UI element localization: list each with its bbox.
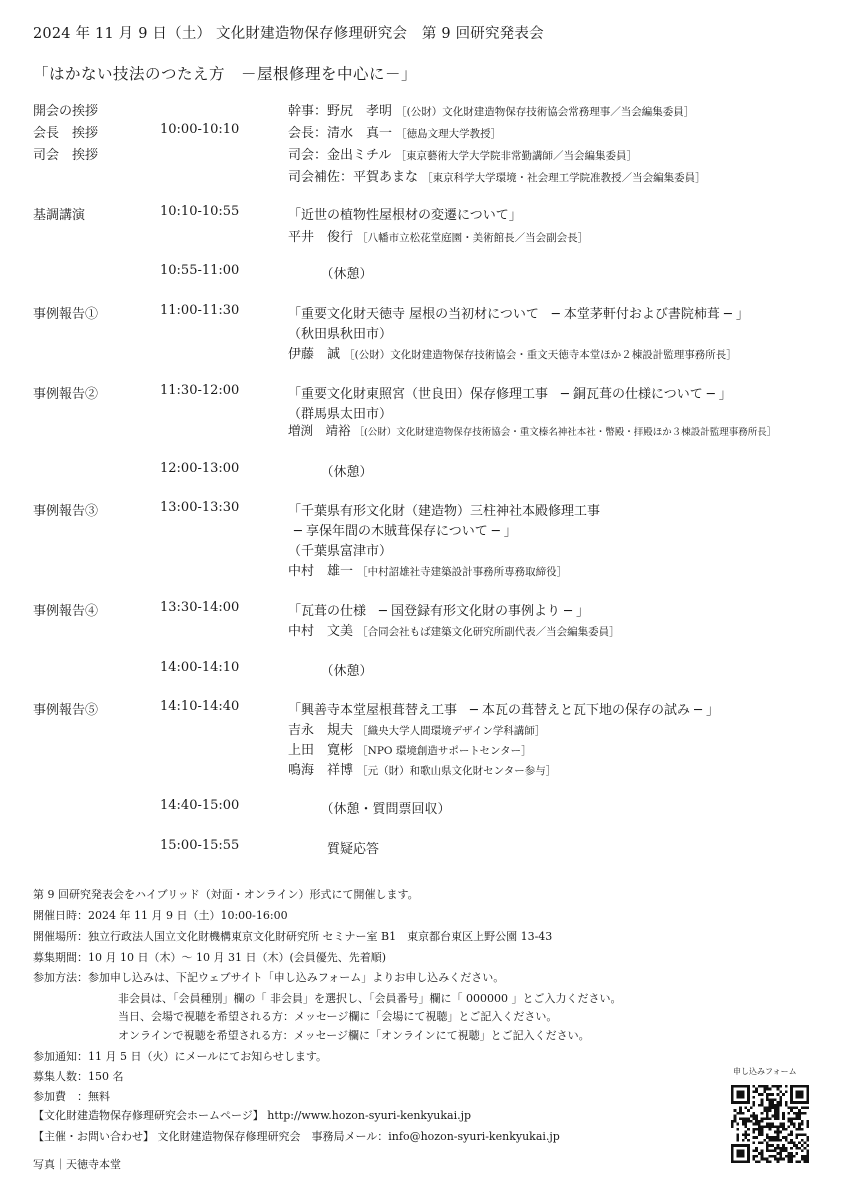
program-break: （休憩） — [288, 465, 373, 480]
note-intro: 第 9 回研究発表会をハイブリッド（対面・オンライン）形式にて開催します。 — [33, 888, 419, 901]
program-label: 基調講演 — [33, 208, 86, 223]
program-time: 10:10-10:55 — [160, 204, 240, 219]
program-label: 事例報告④ — [33, 604, 99, 619]
note-date: 開催日時：2024 年 11 月 9 日（土）10:00-16:00 — [33, 909, 288, 922]
program-line: 司会：金出ミチル ［東京藝術大学大学院非常勤講師／当会編集委員］ — [288, 148, 637, 163]
program-label: 事例報告① — [33, 307, 99, 322]
note-method: 参加方法：参加申し込みは、下記ウェブサイト「申し込みフォーム」よりお申し込みください。 — [33, 971, 505, 984]
program-line: 「千葉県有形文化財（建造物）三柱神社本殿修理工事 — [288, 504, 601, 519]
page-header: 2024 年 11 月 9 日（土） 文化財建造物保存修理研究会 第 9 回研究発表会 — [33, 26, 544, 42]
note-capacity: 募集人数：150 名 — [33, 1070, 124, 1083]
program-line: ─ 享保年間の木賊葺保存について ─ 」 — [294, 524, 517, 539]
program-line: 平井 俊行 ［八幡市立松花堂庭園・美術館長／当会副会長］ — [288, 230, 589, 245]
program-line: 鳴海 祥博 ［元（財）和歌山県文化財センター参与］ — [288, 763, 557, 778]
program-time: 14:10-14:40 — [160, 699, 240, 714]
program-line: （秋田県秋田市） — [288, 327, 393, 342]
program-time: 12:00-13:00 — [160, 461, 240, 476]
qr-code-icon[interactable] — [731, 1082, 809, 1166]
program-time: 13:30-14:00 — [160, 600, 240, 615]
contact-info[interactable]: 【主催・お問い合わせ】 文化財建造物保存修理研究会 事務局メール：info@hozon-syuri-kenkyukai.jp — [33, 1130, 560, 1143]
program-line: 伊藤 誠 ［(公財）文化財建造物保存技術協会・重文天徳寺本堂ほか２棟設計監理事務所長］ — [288, 347, 737, 362]
program-line: （群馬県太田市） — [288, 407, 393, 422]
program-time: 10:55-11:00 — [160, 263, 240, 278]
program-line: 幹事：野尻 孝明 ［(公財）文化財建造物保存技術協会常務理事／当会編集委員］ — [288, 104, 695, 119]
note-fee: 参加費 ：無料 — [33, 1090, 110, 1103]
program-label: 開会の挨拶 — [33, 104, 99, 119]
program-break: （休憩） — [288, 664, 373, 679]
program-time: 13:00-13:30 — [160, 500, 240, 515]
program-break: （休憩） — [288, 267, 373, 282]
program-line: （千葉県富津市） — [288, 544, 393, 559]
program-time: 15:00-15:55 — [160, 838, 240, 853]
page-title: 「はかない技法のつたえ方 －屋根修理を中心に－」 — [33, 65, 418, 83]
program-time: 11:00-11:30 — [160, 303, 240, 318]
program-label: 司会 挨拶 — [33, 148, 99, 163]
note-nonmember: 非会員は、「会員種別」欄の「 非会員」を選択し、「会員番号」欄に「 000000 」とご入力ください。 — [118, 992, 622, 1005]
program-line: 「重要文化財天徳寺 屋根の当初材について ─ 本堂茅軒付および書院柿葺 ─ 」 — [288, 307, 749, 322]
program-label: 事例報告③ — [33, 504, 99, 519]
homepage-link[interactable]: 【文化財建造物保存修理研究会ホームページ】 http://www.hozon-syuri-kenkyukai.jp — [33, 1109, 472, 1122]
note-online: オンラインで視聴を希望される方：メッセージ欄に「オンラインにて視聴」とご記入ください。 — [118, 1029, 590, 1042]
program-line: 司会補佐：平賀あまな ［東京科学大学環境・社会理工学院准教授／当会編集委員］ — [288, 170, 706, 185]
note-period: 募集期間：10 月 10 日（木）～ 10 月 31 日（木）(会員優先、先着順) — [33, 951, 387, 964]
program-line: 会長：清水 真一 ［徳島文理大学教授］ — [288, 126, 502, 141]
program-time: 14:00-14:10 — [160, 660, 240, 675]
program-line: 中村 雄一 ［中村詔雄社寺建築設計事務所専務取締役］ — [288, 564, 568, 579]
program-line: 増渕 靖裕 ［(公財）文化財建造物保存技術協会・重文榛名神社本社・幣殿・拝殿ほか３棟設計監理事務所長］ — [288, 423, 777, 438]
program-line: 「近世の植物性屋根材の変遷について」 — [288, 208, 522, 223]
program-label: 事例報告⑤ — [33, 703, 99, 718]
program-label: 事例報告② — [33, 387, 99, 402]
program-qa: 質疑応答 — [288, 842, 380, 857]
program-line: 中村 文美 ［合同会社もば建築文化研究所副代表／当会編集委員］ — [288, 624, 620, 639]
program-line: 吉永 規夫 ［織央大学人間環境デザイン学科講師］ — [288, 723, 546, 738]
program-line: 「瓦葺の仕様 ─ 国登録有形文化財の事例より ─ 」 — [288, 604, 590, 619]
program-line: 上田 寛彬 ［NPO 環境創造サポートセンター］ — [288, 743, 532, 758]
photo-caption: 写真｜天徳寺本堂 — [33, 1158, 121, 1171]
program-time: 14:40-15:00 — [160, 798, 240, 813]
program-label: 会長 挨拶 — [33, 126, 99, 141]
qr-label: 申し込みフォーム — [733, 1067, 797, 1076]
program-time: 11:30-12:00 — [160, 383, 240, 398]
program-break: （休憩・質問票回収） — [288, 802, 451, 817]
program-line: 「重要文化財東照宮（世良田）保存修理工事 ─ 銅瓦葺の仕様について ─ 」 — [288, 387, 732, 402]
program-line: 「興善寺本堂屋根葺替え工事 ─ 本瓦の葺替えと瓦下地の保存の試み ─ 」 — [288, 703, 720, 718]
note-onsite: 当日、会場で視聴を希望される方：メッセージ欄に「会場にて視聴」とご記入ください。 — [118, 1010, 558, 1023]
program-time: 10:00-10:10 — [160, 122, 240, 137]
note-venue: 開催場所：独立行政法人国立文化財機構東京文化財研究所 セミナー室 B1 東京都台東区上野公園 13-43 — [33, 930, 553, 943]
note-notification: 参加通知：11 月 5 日（火）にメールにてお知らせします。 — [33, 1050, 328, 1063]
